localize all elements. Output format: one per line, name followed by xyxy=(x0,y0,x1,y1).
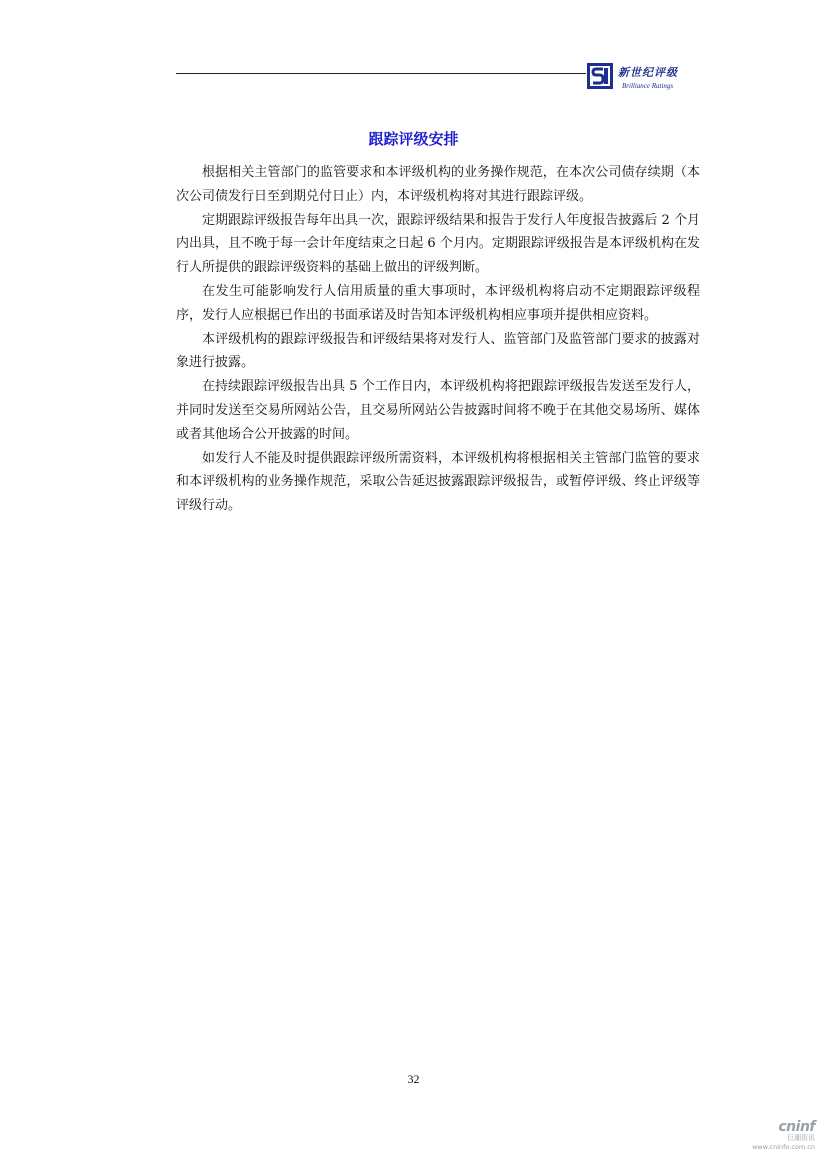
paragraph: 如发行人不能及时提供跟踪评级所需资料，本评级机构将根据相关主管部门监管的要求和本评级机构的业务操作规范，采取公告延迟披露跟踪评级报告，或暂停评级、终止评级等评级行动。 xyxy=(176,450,700,514)
paragraph: 在发生可能影响发行人信用质量的重大事项时，本评级机构将启动不定期跟踪评级程序，发行人应根据已作出的书面承诺及时告知本评级机构相应事项并提供相应资料。 xyxy=(176,283,700,323)
page-number: 32 xyxy=(407,1072,420,1086)
brilliance-logo-icon xyxy=(586,62,614,90)
watermark-url: www.cninfo.com.cn xyxy=(752,1143,815,1151)
company-logo xyxy=(586,62,696,98)
watermark-brand: cninf xyxy=(778,1119,815,1135)
cninfo-watermark xyxy=(741,1119,815,1159)
body-text xyxy=(176,161,700,518)
paragraph: 在持续跟踪评级报告出具 5 个工作日内，本评级机构将把跟踪评级报告发送至发行人，并同时发送至交易所网站公告，且交易所网站公告披露时间将不晚于在其他交易场所、媒体或者其他场合公开披露的时间。 xyxy=(176,379,700,442)
logo-english-text: Brilliance Ratings xyxy=(622,82,674,90)
watermark-cn: 巨潮资讯 xyxy=(787,1134,815,1142)
section-title: 跟踪评级安排 xyxy=(368,130,459,148)
paragraph: 本评级机构的跟踪评级报告和评级结果将对发行人、监管部门及监管部门要求的披露对象进行披露。 xyxy=(176,331,700,371)
paragraph: 定期跟踪评级报告每年出具一次，跟踪评级结果和报告于发行人年度报告披露后 2 个月内出具，且不晚于每一会计年度结束之日起 6 个月内。定期跟踪评级报告是本评级机构在发行人所提供的跟踪评级资料的基础上做出的评级判断。 xyxy=(176,212,700,276)
logo-chinese-text: 新世纪评级 xyxy=(618,66,678,79)
header-rule xyxy=(176,73,586,74)
paragraph: 根据相关主管部门的监管要求和本评级机构的业务操作规范，在本次公司债存续期（本次公司债发行日至到期兑付日止）内，本评级机构将对其进行跟踪评级。 xyxy=(176,165,700,204)
